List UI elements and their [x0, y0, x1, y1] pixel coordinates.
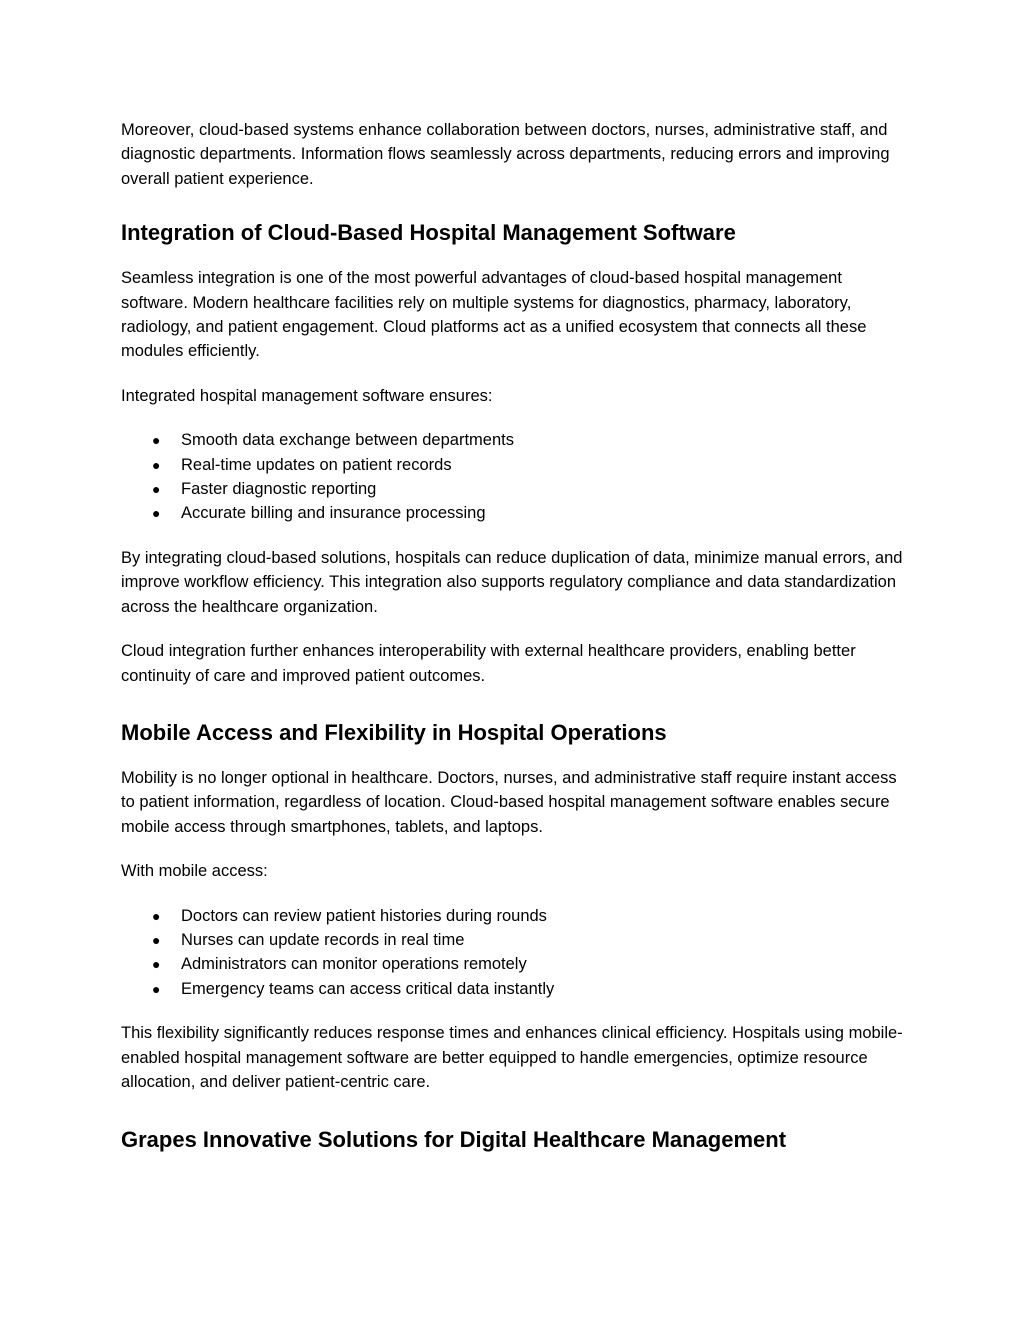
- mobile-paragraph-1: Mobility is no longer optional in healthcare. Doctors, nurses, and administrative staff require instant access to patient information, regardless of location. Cloud-based hospital management software enables secure mobile access through smartphones, tablets, and laptops.: [121, 768, 897, 836]
- bullet-icon: ●: [152, 456, 161, 473]
- bullet-icon: ●: [152, 956, 161, 973]
- bullet-icon: ●: [152, 505, 161, 522]
- list-item: ● Doctors can review patient histories during rounds: [121, 904, 911, 928]
- document-page: [121, 118, 911, 1154]
- integration-paragraph-1: Seamless integration is one of the most powerful advantages of cloud-based hospital management software. Modern healthcare facilities rely on multiple systems for diagnostics, pharmacy, laboratory, radiology, and patient engagement. Cloud platforms act as a unified ecosystem that connects all these modules efficiently.: [121, 269, 867, 361]
- mobile-paragraph-2: This flexibility significantly reduces response times and enhances clinical efficiency. Hospitals using mobile-enabled hospital management software are better equipped to handle emergencies, optimize resource allocation, and deliver patient-centric care.: [121, 1024, 903, 1091]
- integration-bullet-list: [121, 428, 911, 526]
- bullet-icon: ●: [152, 907, 161, 924]
- intro-paragraph: Moreover, cloud-based systems enhance collaboration between doctors, nurses, administrative staff, and diagnostic departments. Information flows seamlessly across departments, reducing errors and improving overall patient experience.: [121, 121, 890, 188]
- bullet-icon: ●: [152, 931, 161, 948]
- list-item: ● Smooth data exchange between departments: [121, 428, 911, 452]
- mobile-bullet-list: [121, 904, 911, 1002]
- list-item: ● Administrators can monitor operations remotely: [121, 952, 911, 976]
- integration-list-intro: Integrated hospital management software ensures:: [121, 386, 493, 405]
- grapes-heading: Grapes Innovative Solutions for Digital Healthcare Management: [121, 1127, 787, 1153]
- integration-heading: Integration of Cloud-Based Hospital Management Software: [121, 220, 736, 246]
- list-item: ● Faster diagnostic reporting: [121, 477, 911, 501]
- list-item: ● Real-time updates on patient records: [121, 453, 911, 477]
- mobile-list-intro: With mobile access:: [121, 862, 268, 881]
- bullet-icon: ●: [152, 980, 161, 997]
- integration-paragraph-3: Cloud integration further enhances interoperability with external healthcare providers, enabling better continuity of care and improved patient outcomes.: [121, 642, 856, 685]
- integration-paragraph-2: By integrating cloud-based solutions, hospitals can reduce duplication of data, minimize manual errors, and improve workflow efficiency. This integration also supports regulatory compliance and data standardization across the healthcare organization.: [121, 548, 903, 616]
- bullet-icon: ●: [152, 481, 161, 498]
- list-item: ● Accurate billing and insurance processing: [121, 501, 911, 525]
- list-item: ● Emergency teams can access critical data instantly: [121, 977, 911, 1001]
- mobile-heading: Mobile Access and Flexibility in Hospital Operations: [121, 719, 667, 745]
- list-item: ● Nurses can update records in real time: [121, 928, 911, 952]
- bullet-icon: ●: [152, 432, 161, 449]
